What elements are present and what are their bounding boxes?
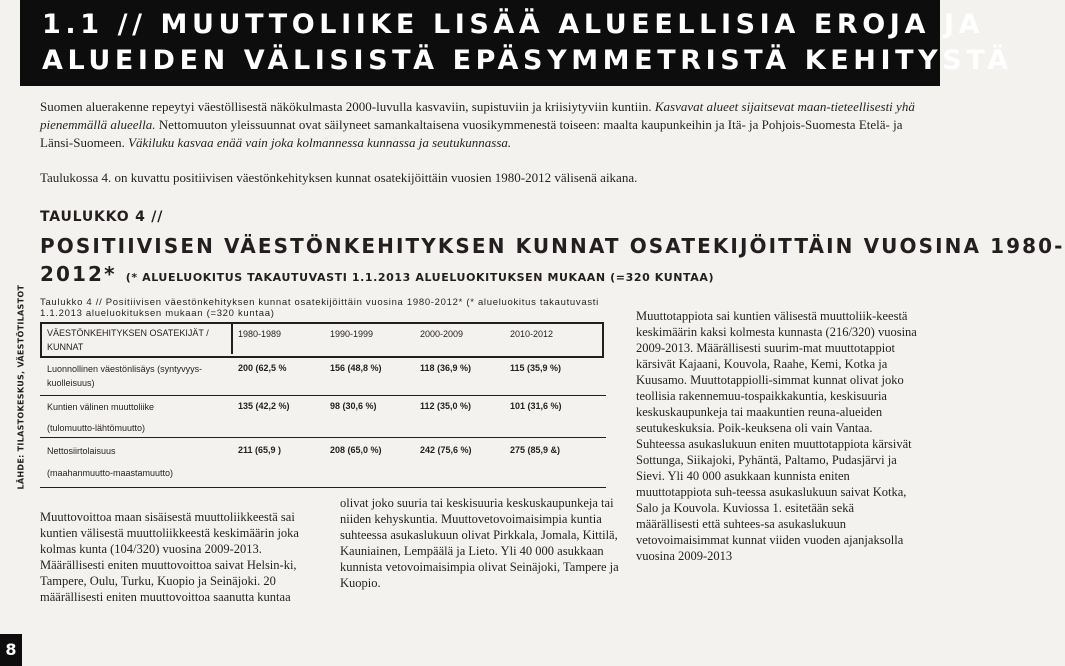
table-row-1-val-3: 118 (36,9 %) (420, 363, 472, 373)
table-row-3-val-4: 275 (85,9 &) (510, 445, 561, 455)
table-row-1-val-4: 115 (35,9 %) (510, 363, 562, 373)
table-row-3-label: Nettosiirtolaisuus (47, 446, 116, 456)
table-reference-paragraph: Taulukossa 4. on kuvattu positiivisen väestönkehityksen kunnat osatekijöittäin vuosien 1980-2012 välisenä aikana. (40, 170, 638, 185)
table-title-line-2 (40, 264, 714, 284)
table-title-line-1: POSITIIVISEN VÄESTÖNKEHITYKSEN KUNNAT OSATEKIJÖITTÄIN VUOSINA 1980- (40, 234, 1065, 258)
table-row-2-label: Kuntien välinen muuttoliike (47, 402, 155, 412)
table-label: TAULUKKO 4 // (40, 209, 164, 225)
chapter-banner (20, 0, 1013, 86)
table-row-2-sublabel: (tulomuutto-lähtömuutto) (47, 423, 146, 433)
table-header-col-3: 2000-2009 (420, 329, 464, 339)
table-title-year: 2012* (40, 262, 126, 286)
body-column-left: Muuttovoittoa maan sisäisestä muuttoliikkeestä sai kuntien välisestä muuttoliikkeestä keskimäärin joka kolmas kunta (104/320) vuosina 2009-2013. Määrällisesti eniten muuttovoittoa saivat Helsin-ki, Tampere, Oulu, Turku, Kuopio ja Seinäjoki. 20 määrällisesti eniten muuttovoittoa saanutta kuntaa (40, 510, 299, 604)
table-row-2-val-1: 135 (42,2 %) (238, 401, 290, 411)
table-caption: Taulukko 4 // Positiivisen väestönkehityksen kunnat osatekijöittäin vuosina 1980-2012* (* alueluokitus takautuvasti 1.1.2013 alueluokituksen mukaan (=320 kuntaa) (40, 297, 599, 319)
intro-text-b: Kasvavat alueet sijaitsevat maan-tieteellisesti yhä pienemmällä alueella. (40, 99, 915, 132)
source-note: LÄHDE: TILASTOKESKUS, VÄESTÖTILASTOT (16, 284, 26, 490)
table-header-separator (231, 322, 233, 354)
data-table (40, 322, 606, 492)
table-row-2-val-3: 112 (35,0 %) (420, 401, 472, 411)
table-rule (40, 487, 606, 488)
table-row-3-val-2: 208 (65,0 %) (330, 445, 382, 455)
table-header-col-1: 1980-1989 (238, 329, 282, 339)
table-row-1-val-1: 200 (62,5 % (238, 363, 287, 373)
table-row-2-val-4: 101 (31,6 %) (510, 401, 562, 411)
intro-text-c: Nettomuuton yleissuunnat ovat säilyneet samankaltaisena vuosikymmenestä toiseen: maalta kaupunkeihin ja Itä- ja Pohjois-Suomesta Etelä- ja Länsi-Suomeen. (40, 117, 903, 150)
intro-paragraph (40, 98, 920, 152)
table-header-col-4: 2010-2012 (510, 329, 554, 339)
intro-text-d: Väkiluku kasvaa enää vain joka kolmannessa kunnassa ja seutukunnassa. (128, 135, 512, 150)
table-header-label: VÄESTÖNKEHITYKSEN OSATEKIJÄT / KUNNAT (47, 328, 209, 352)
table-rule (40, 437, 606, 438)
table-row-2-val-2: 98 (30,6 %) (330, 401, 377, 411)
table-title-note: (* ALUELUOKITUS TAKAUTUVASTI 1.1.2013 ALUELUOKITUKSEN MUKAAN (=320 KUNTAA) (125, 271, 715, 284)
table-row-3-val-1: 211 (65,9 ) (238, 445, 282, 455)
body-column-right: Muuttotappiota sai kuntien välisestä muuttoliik-keestä keskimäärin kaksi kolmesta kunnasta (216/320) vuosina 2009-2013. Määrällisesti suurim-mat muuttotappiot kärsivät Kajaani, Kouvola, Raahe, Kemi, Kotka ja Kuusamo. Muuttotappiolli-simmat kunnat olivat joko teollisia rakennemuu-tospaikkakuntia, keskisuuria keskuskaupunkeja tai maakuntien reuna-alueiden seutukeskuksia. Poik-keuksena oli vain Vantaa. Suhteessa asukaslukuun eniten muuttotappiota kärsivät Sottunga, Siikajoki, Pyhäntä, Paltamo, Pudasjärvi ja Sievi. Yli 40 000 asukkaan kunnista eniten muuttotappiota suh-teessa asukaslukuun saivat Kotka, Salo ja Kouvola. Kuviossa 1. esitetään sekä määrällisesti että suhtees-sa asukaslukuun vetovoimaisimmat kunnat viiden vuoden ajanjaksolla vuosina 2009-2013 (636, 309, 917, 563)
chapter-title-line-2: ALUEIDEN VÄLISISTÄ EPÄSYMMETRISTÄ KEHITYSTÄ (42, 45, 1013, 76)
chapter-title-line-1: 1.1 // MUUTTOLIIKE LISÄÄ ALUEELLISIA EROJA JA (42, 9, 985, 40)
body-column-middle: olivat joko suuria tai keskisuuria keskuskaupunkeja tai niiden kehyskuntia. Muuttovetovoimaisimpia kuntia suhteessa asukaslukuun olivat Pirkkala, Jomala, Kittilä, Kauniainen, Lempäälä ja Lieto. Yli 40 000 asukkaan kunnista vetovoimaisimpia olivat Seinäjoki, Tampere ja Kuopio. (340, 496, 619, 590)
intro-text-a: Suomen aluerakenne repeytyi väestöllisestä näkökulmasta 2000-luvulla kasvaviin, supistuviin ja kriisiytyviin kuntiin. (40, 99, 655, 114)
table-row-1-val-2: 156 (48,8 %) (330, 363, 382, 373)
table-row-3-sublabel: (maahanmuutto-maastamuutto) (47, 468, 174, 478)
table-header-col-2: 1990-1999 (330, 329, 374, 339)
table-row-3-val-3: 242 (75,6 %) (420, 445, 472, 455)
table-row-1-label: Luonnollinen väestönlisäys (syntyvyys-kuolleisuus) (47, 364, 203, 388)
table-rule (40, 395, 606, 396)
page-number: 8 (0, 634, 22, 666)
